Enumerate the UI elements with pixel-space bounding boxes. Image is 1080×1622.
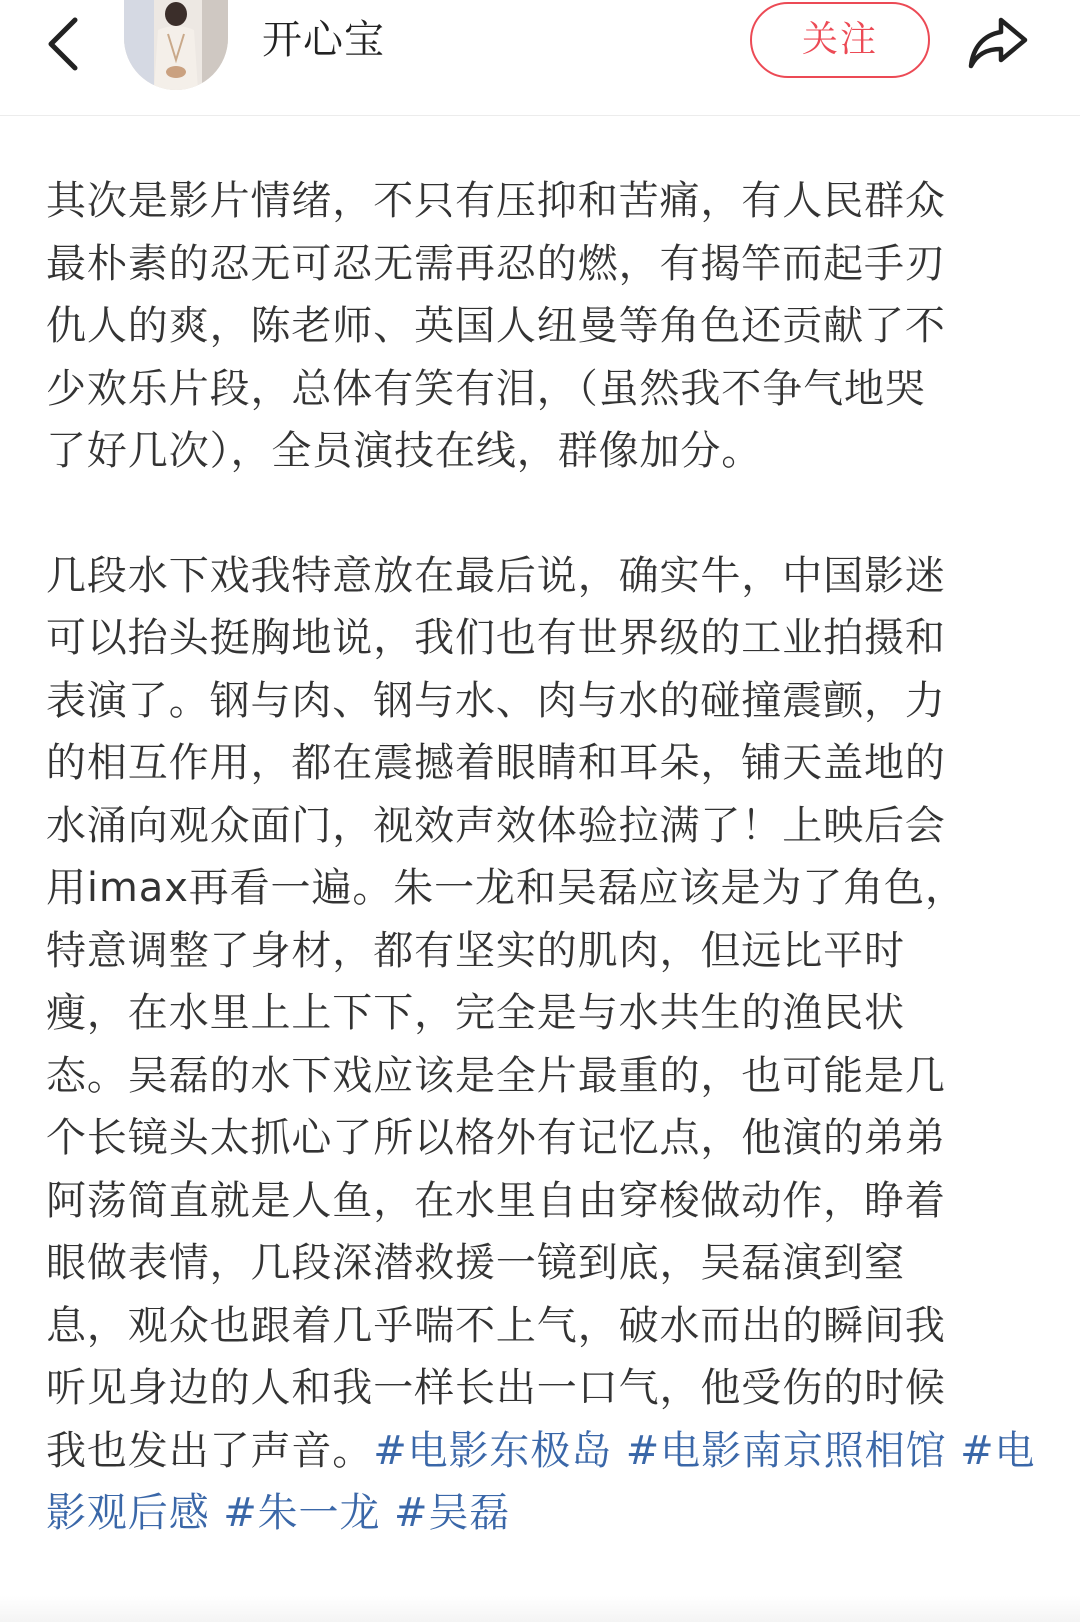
bottom-edge: [0, 1596, 1080, 1622]
hashtag-link[interactable]: #电影东极岛: [373, 1427, 613, 1474]
follow-button[interactable]: 关注: [750, 2, 930, 78]
hashtag-link[interactable]: #电影观后感: [46, 1427, 1036, 1536]
hashtag-link[interactable]: #电影南京照相馆: [625, 1427, 947, 1474]
post-paragraph-text: 几段水下戏我特意放在最后说，确实牛，中国影迷 可以抬头挺胸地说，我们也有世界级的工业拍摄和 表演了。钢与肉、钢与水、肉与水的碰撞震颤，力 的相互作用，都在震撼着眼睛和耳朵，铺天盖地的 水涌向观众面门，视效声效体验拉满了！上映后会 用imax再看一遍。朱一龙和吴磊应该是为了角色， 特意调整了身材，都有坚实的肌肉，但远比平时 瘦，在水里上上下下，完全是与水共生的渔民状 态。吴磊的水下戏应该是全片最重的，也可能是几 个长镜头太抓心了所以格外有记忆点，他演的弟弟 阿荡简直就是人鱼，在水里自由穿梭做动作，睁着 眼做表情，几段深潜救援一镜到底，吴磊演到窒 息，观众也跟着几乎喘不上气，破水而出的瞬间我 听见身边的人和我一样长出一口气，他受伤的时候 我也发出了声音。: [46, 552, 966, 1474]
post-content: [46, 170, 1046, 1545]
author-name[interactable]: 开心宝: [262, 17, 385, 63]
top-navigation-bar: [0, 0, 1080, 116]
share-arrow-icon: [967, 14, 1029, 70]
hashtag-link[interactable]: #朱一龙: [223, 1490, 381, 1536]
back-button[interactable]: [36, 8, 90, 80]
post-paragraph: [46, 545, 1046, 1545]
paragraph-spacer: [46, 483, 1046, 545]
post-paragraph: 其次是影片情绪，不只有压抑和苦痛，有人民群众 最朴素的忍无可忍无需再忍的燃，有揭竿而起手刃 仇人的爽，陈老师、英国人纽曼等角色还贡献了不 少欢乐片段，总体有笑有泪，（虽然我不争气地哭 了好几次），全员演技在线，群像加分。: [46, 178, 946, 474]
share-button[interactable]: [960, 6, 1036, 78]
chevron-left-icon: [45, 16, 81, 72]
avatar-photo: [124, 0, 228, 90]
hashtag-link[interactable]: #吴磊: [393, 1490, 511, 1536]
avatar[interactable]: [124, 0, 228, 90]
